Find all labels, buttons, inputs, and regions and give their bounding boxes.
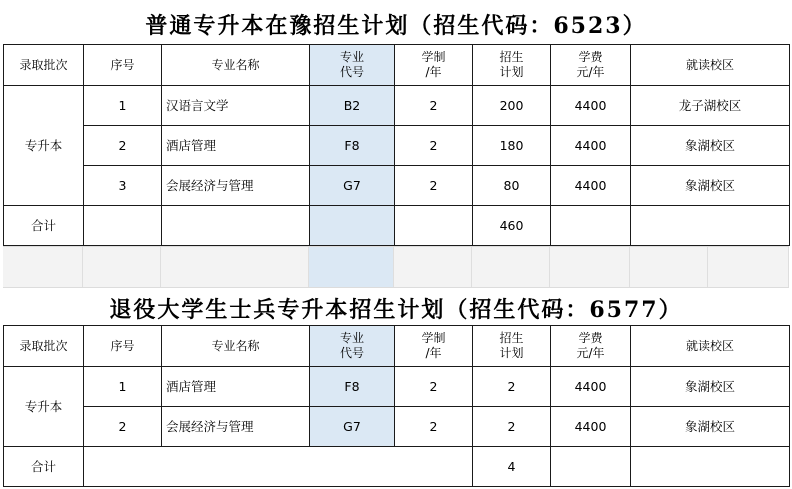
quota-cell: 180 (473, 126, 551, 166)
serial-number-cell: 2 (84, 407, 162, 447)
total-quota-cell: 4 (473, 447, 551, 487)
plan2-title: 退役大学生士兵专升本招生计划（招生代码：6577） (109, 296, 683, 323)
batch-cell: 专升本 (4, 367, 84, 447)
major-name-cell: 会展经济与管理 (162, 166, 310, 206)
table-row (4, 407, 790, 447)
campus-cell: 象湖校区 (631, 166, 790, 206)
blank-cell (630, 247, 708, 287)
blank-cell (708, 247, 789, 287)
tuition-cell: 4400 (551, 407, 631, 447)
column-header: 招生 计划 (473, 326, 551, 367)
major-name-cell: 酒店管理 (162, 126, 310, 166)
major-code-cell: B2 (310, 86, 395, 126)
major-code-cell: F8 (310, 367, 395, 407)
tuition-cell: 4400 (551, 166, 631, 206)
blank-cell (161, 247, 309, 287)
empty-cell (551, 447, 631, 487)
duration-cell: 2 (395, 367, 473, 407)
table-row (4, 126, 790, 166)
column-header: 就读校区 (631, 326, 790, 367)
column-header: 专业名称 (162, 326, 310, 367)
blank-cell (3, 247, 83, 287)
duration-cell: 2 (395, 86, 473, 126)
column-header: 序号 (84, 326, 162, 367)
blank-cell (472, 247, 550, 287)
empty-cell (631, 447, 790, 487)
empty-cell (395, 206, 473, 246)
column-header: 录取批次 (4, 326, 84, 367)
column-header: 学费 元/年 (551, 45, 631, 86)
campus-cell: 象湖校区 (631, 407, 790, 447)
total-label-cell: 合计 (4, 206, 84, 246)
duration-cell: 2 (395, 407, 473, 447)
column-header: 录取批次 (4, 45, 84, 86)
empty-cell (631, 206, 790, 246)
column-header: 学费 元/年 (551, 326, 631, 367)
major-code-cell: G7 (310, 166, 395, 206)
major-code-cell: F8 (310, 126, 395, 166)
total-quota-cell: 460 (473, 206, 551, 246)
tuition-cell: 4400 (551, 126, 631, 166)
column-header: 学制 /年 (395, 45, 473, 86)
major-name-cell: 汉语言文学 (162, 86, 310, 126)
empty-cell (551, 206, 631, 246)
column-header: 序号 (84, 45, 162, 86)
quota-cell: 80 (473, 166, 551, 206)
tuition-cell: 4400 (551, 86, 631, 126)
blank-cell (550, 247, 630, 287)
batch-cell: 专升本 (4, 86, 84, 206)
total-row (4, 206, 790, 246)
plan1-table (3, 44, 790, 246)
header-row (4, 45, 790, 86)
plan1-title: 普通专升本在豫招生计划（招生代码：6523） (145, 12, 647, 39)
column-header: 招生 计划 (473, 45, 551, 86)
tuition-cell: 4400 (551, 367, 631, 407)
campus-cell: 龙子湖校区 (631, 86, 790, 126)
quota-cell: 2 (473, 367, 551, 407)
total-row (4, 447, 790, 487)
empty-cell (84, 206, 162, 246)
blank-cell (394, 247, 472, 287)
duration-cell: 2 (395, 126, 473, 166)
major-name-cell: 会展经济与管理 (162, 407, 310, 447)
serial-number-cell: 2 (84, 126, 162, 166)
table-row (4, 367, 790, 407)
column-header: 学制 /年 (395, 326, 473, 367)
column-header: 就读校区 (631, 45, 790, 86)
campus-cell: 象湖校区 (631, 126, 790, 166)
table-row (4, 166, 790, 206)
quota-cell: 2 (473, 407, 551, 447)
quota-cell: 200 (473, 86, 551, 126)
column-header: 专业 代号 (310, 326, 395, 367)
major-code-cell: G7 (310, 407, 395, 447)
blank-row-area (3, 246, 789, 288)
header-row (4, 326, 790, 367)
plan2-table (3, 325, 790, 487)
duration-cell: 2 (395, 166, 473, 206)
blank-cell (309, 247, 394, 287)
serial-number-cell: 1 (84, 86, 162, 126)
table-row (4, 86, 790, 126)
serial-number-cell: 3 (84, 166, 162, 206)
total-label-cell: 合计 (4, 447, 84, 487)
empty-cell (310, 206, 395, 246)
blank-cell (83, 247, 161, 287)
serial-number-cell: 1 (84, 367, 162, 407)
empty-merged-cell (84, 447, 473, 487)
column-header: 专业 代号 (310, 45, 395, 86)
campus-cell: 象湖校区 (631, 367, 790, 407)
empty-cell (162, 206, 310, 246)
major-name-cell: 酒店管理 (162, 367, 310, 407)
column-header: 专业名称 (162, 45, 310, 86)
